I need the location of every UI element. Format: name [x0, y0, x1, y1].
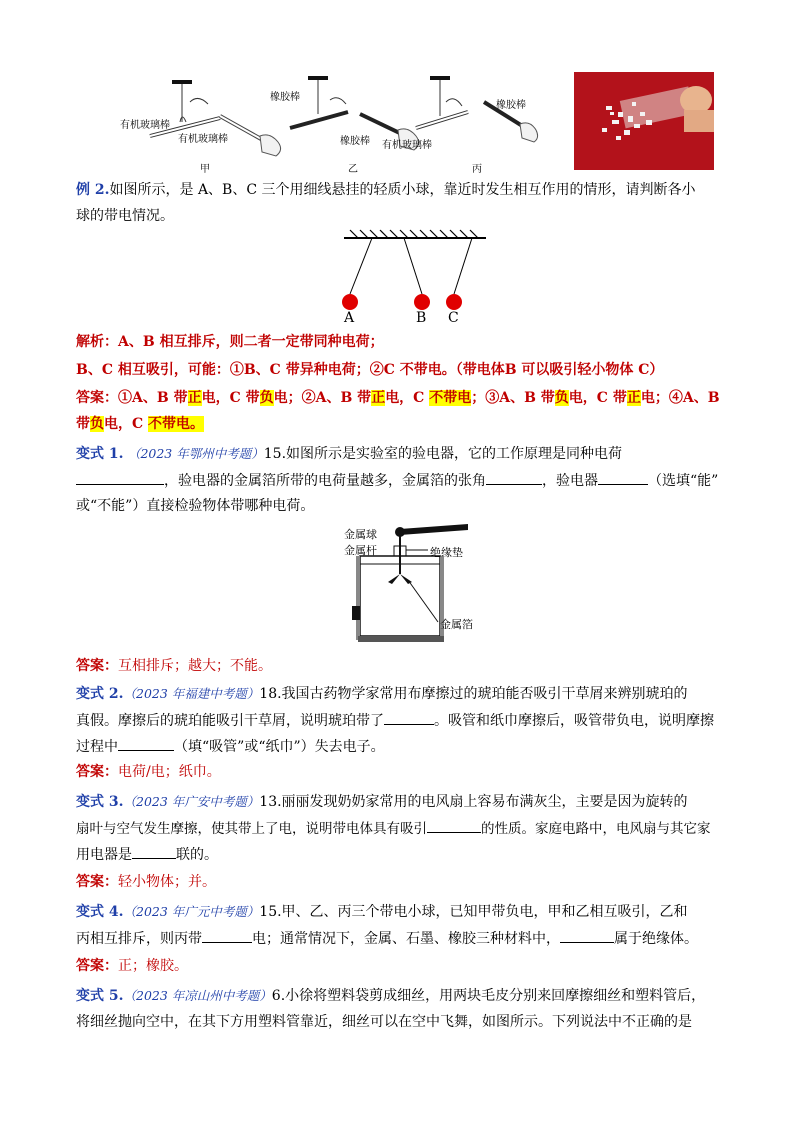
variant5-line1 — [76, 986, 705, 1006]
variant2-prefix: 变式 2. — [76, 686, 124, 702]
answer-blank — [76, 470, 164, 485]
variant4-text-2c: 属于绝缘体。 — [614, 931, 698, 947]
variant4-text-2a: 丙相互排斥，则丙带 — [76, 931, 202, 947]
variant5-prefix: 变式 5. — [76, 988, 124, 1004]
variant4-source: （2023 年广元中考题） — [123, 904, 260, 919]
analysis-prefix: 解析： — [76, 334, 118, 350]
metal-rod-label: 金属杆 — [344, 544, 377, 557]
rod-experiment-figure — [120, 72, 540, 176]
variant3-answer — [76, 872, 216, 892]
variant1-answer-text: 互相排斥；越大；不能。 — [118, 658, 272, 674]
variant4-text-1: 15.甲、乙、丙三个带电小球，已知甲带负电，甲和乙相互吸引，乙和 — [259, 904, 688, 920]
variant1-answer — [76, 656, 272, 676]
variant3-text-2b: 的性质。家庭电路中，电风扇与其它家 — [481, 821, 711, 837]
yi-panel-label: 乙 — [348, 164, 358, 175]
answer-prefix: 答案： — [76, 658, 118, 674]
ball-a-label: A — [344, 310, 355, 326]
answer-blank — [118, 736, 174, 751]
variant1-source: （2023 年鄂州中考题） — [127, 446, 264, 461]
example2-line1 — [76, 180, 696, 200]
answer-text: 电，C — [385, 390, 430, 406]
variant4-answer — [76, 956, 188, 976]
bing-panel-label: 丙 — [472, 164, 482, 175]
answer-highlight: 负 — [90, 416, 104, 432]
ball-b — [414, 294, 430, 310]
variant3-text-1: 13.丽丽发现奶奶家常用的电风扇上容易布满灰尘，主要是因为旋转的 — [259, 794, 688, 810]
variant2-answer — [76, 762, 221, 782]
jia-upper-rod-label: 有机玻璃棒 — [120, 120, 170, 131]
variant1-text-1: 15.如图所示是实验室的验电器，它的工作原理是同种电荷 — [263, 446, 623, 462]
variant3-source: （2023 年广安中考题） — [123, 794, 260, 809]
variant1-text-2c: （选填“能” — [648, 473, 719, 489]
answer-highlight: 负 — [259, 390, 274, 406]
answer-text: 电，C 带 — [568, 390, 627, 406]
ball-c — [446, 294, 462, 310]
metal-foil-label: 金属箔 — [440, 618, 473, 631]
answer-text: 电；②A、B 带 — [273, 390, 372, 406]
variant5-source: （2023 年凉山州中考题） — [123, 988, 272, 1003]
analysis-line1 — [76, 332, 384, 352]
variant5-line2: 将细丝抛向空中，在其下方用塑料管靠近，细丝可以在空中飞舞，如图所示。下列说法中不正确的是 — [76, 1014, 692, 1030]
answer-text: 电，C 带 — [201, 390, 260, 406]
variant2-text-2b: 。吸管和纸巾摩擦后，吸管带负电，说明摩擦 — [434, 713, 714, 729]
answer-highlight: 不带电。 — [148, 416, 205, 432]
variant2-line3 — [76, 736, 385, 757]
yi-hand-rod-label: 橡胶棒 — [340, 136, 370, 147]
variant3-answer-text: 轻小物体；并。 — [118, 874, 216, 890]
answer-text: 带 — [76, 416, 90, 432]
answer-blank — [384, 710, 434, 725]
variant1-line3: 或“不能”）直接检验物体带哪种电荷。 — [76, 498, 315, 514]
variant3-text-3a: 用电器是 — [76, 847, 132, 863]
variant4-answer-text: 正；橡胶。 — [118, 958, 188, 974]
answer-blank — [560, 928, 614, 943]
bing-upper-rod-label: 有机玻璃棒 — [382, 140, 432, 151]
analysis-line2: B、C 相互吸引，可能：①B、C 带异种电荷；②C 不带电。（带电体B 可以吸引轻小物体 C） — [76, 362, 664, 378]
variant1-line1 — [76, 444, 622, 464]
answer-prefix: 答案： — [76, 764, 118, 780]
variant2-text-3a: 过程中 — [76, 739, 118, 755]
answer-text: 电，C — [104, 416, 149, 432]
insulating-pad-label: 绝缘垫 — [430, 546, 463, 559]
example2-answer-line1 — [76, 388, 720, 408]
jia-panel-label: 甲 — [200, 164, 210, 175]
variant3-line1 — [76, 792, 688, 812]
answer-blank — [427, 818, 481, 833]
variant1-prefix: 变式 1. — [76, 446, 124, 462]
answer-highlight: 正 — [187, 390, 202, 406]
answer-blank — [486, 470, 542, 485]
variant2-line2 — [76, 710, 714, 731]
bing-hand-rod-label: 橡胶棒 — [496, 100, 526, 111]
answer-text: ；③A、B 带 — [471, 390, 555, 406]
variant3-text-3b: 联的。 — [176, 847, 218, 863]
variant4-line1 — [76, 902, 688, 922]
variant4-text-2b: 电；通常情况下，金属、石墨、橡胶三种材料中， — [252, 931, 560, 947]
hanging-balls-figure — [340, 228, 490, 328]
example2-line2: 球的带电情况。 — [76, 208, 174, 224]
variant3-prefix: 变式 3. — [76, 794, 124, 810]
analysis-text-1: A、B 相互排斥，则二者一定带同种电荷； — [118, 334, 384, 350]
answer-prefix: 答案： — [76, 958, 118, 974]
answer-highlight: 正 — [626, 390, 641, 406]
variant2-text-3b: （填“吸管”或“纸巾”）失去电子。 — [174, 739, 385, 755]
variant2-answer-text: 电荷/电；纸巾。 — [118, 764, 221, 780]
paper-scraps-photo — [574, 72, 714, 170]
variant2-text-1: 18.我国古药物学家常用布摩擦过的琥珀能否吸引干草屑来辨别琥珀的 — [259, 686, 688, 702]
answer-blank — [132, 844, 176, 859]
metal-ball-label: 金属球 — [344, 528, 377, 541]
variant5-text-1: 6.小徐将塑料袋剪成细丝，用两块毛皮分别来回摩擦细丝和塑料管后， — [271, 988, 706, 1004]
variant1-text-2a: ，验电器的金属箔所带的电荷量越多，金属箔的张角 — [164, 473, 486, 489]
variant2-text-2a: 真假。摩擦后的琥珀能吸引干草屑，说明琥珀带了 — [76, 713, 384, 729]
answer-blank — [202, 928, 252, 943]
variant3-line2 — [76, 818, 711, 839]
yi-upper-rod-label: 橡胶棒 — [270, 92, 300, 103]
variant3-text-2a: 扇叶与空气发生摩擦，使其带上了电，说明带电体具有吸引 — [76, 821, 427, 837]
answer-highlight: 负 — [554, 390, 569, 406]
answer-text: 电；④A、B — [640, 390, 720, 406]
jia-hand-rod-label: 有机玻璃棒 — [178, 134, 228, 145]
answer-blank — [598, 470, 648, 485]
variant1-line2 — [76, 470, 718, 491]
variant4-prefix: 变式 4. — [76, 904, 124, 920]
answer-highlight: 正 — [371, 390, 386, 406]
example2-text-1: 如图所示，是 A、B、C 三个用细线悬挂的轻质小球，靠近时发生相互作用的情形，请判断各小 — [109, 182, 696, 198]
answer-highlight: 不带电 — [429, 390, 472, 406]
ball-a — [342, 294, 358, 310]
answer-prefix: 答案： — [76, 874, 118, 890]
example2-answer-line2 — [76, 414, 204, 434]
example2-prefix: 例 2. — [76, 182, 110, 198]
answer-prefix: 答案： — [76, 390, 118, 406]
answer-text: ①A、B 带 — [118, 390, 188, 406]
variant2-line1 — [76, 684, 688, 704]
variant3-line3 — [76, 844, 218, 865]
variant2-source: （2023 年福建中考题） — [123, 686, 260, 701]
ball-b-label: B — [416, 310, 427, 326]
variant1-text-2b: ，验电器 — [542, 473, 598, 489]
ball-c-label: C — [448, 310, 459, 326]
electroscope-figure — [340, 520, 490, 650]
variant4-line2 — [76, 928, 698, 949]
